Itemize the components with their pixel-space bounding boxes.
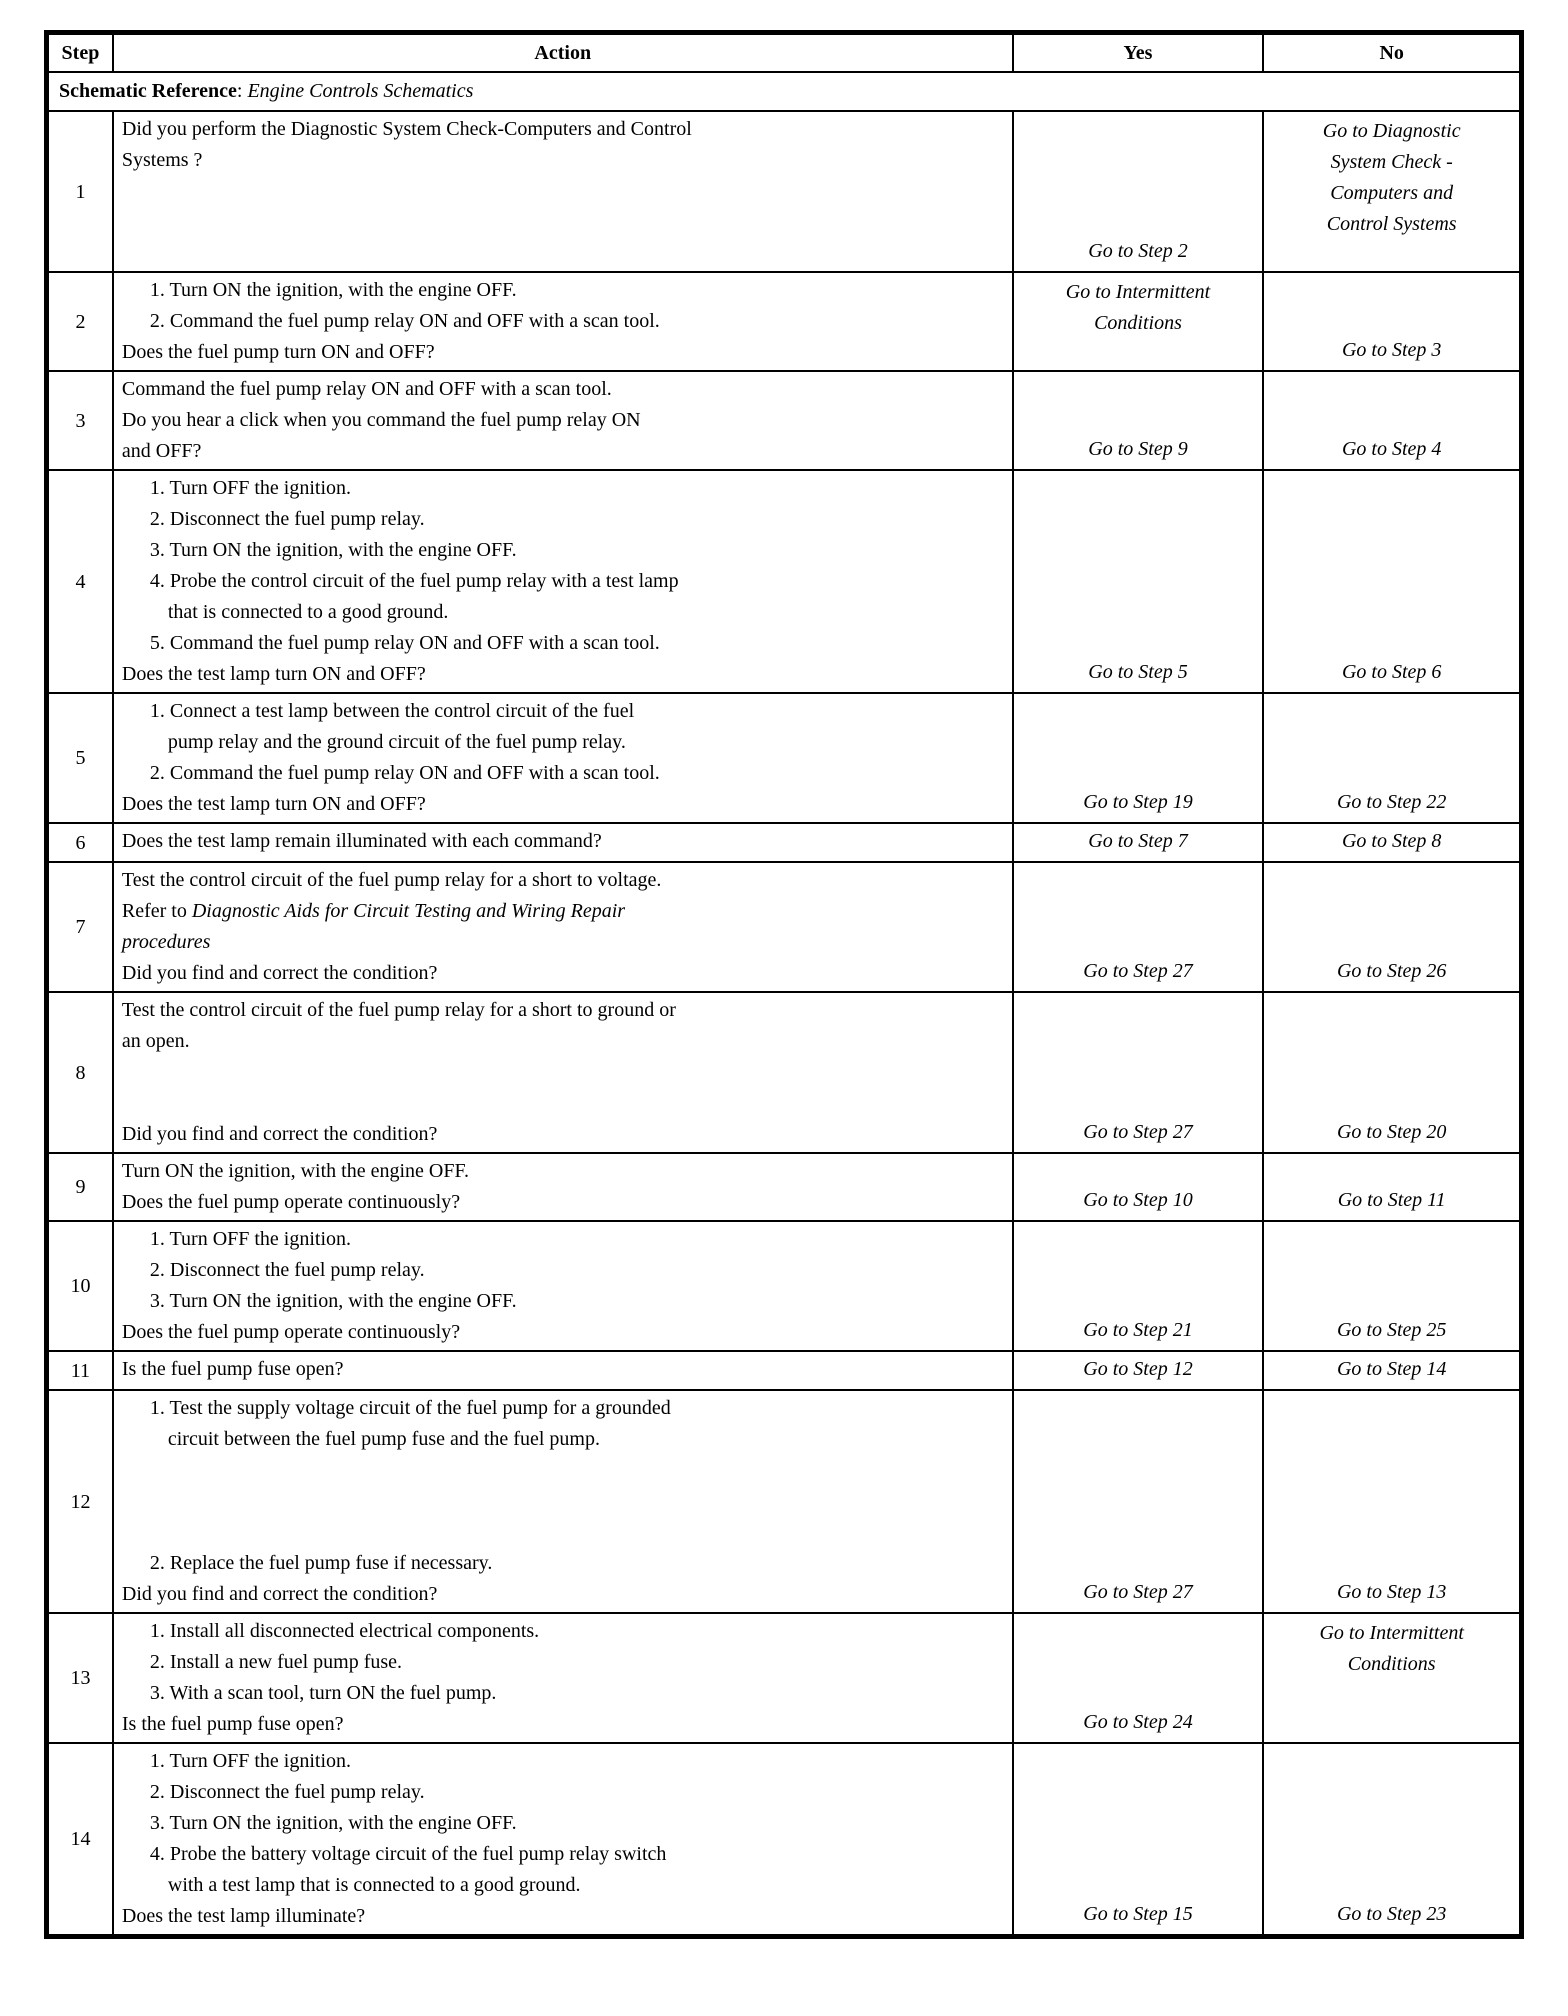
action-cell [113,1221,1013,1351]
step-cell: 10 [47,1221,113,1351]
action-line: Did you perform the Diagnostic System Check-Computers and Control [121,118,692,140]
action-line: Systems ? [121,149,203,171]
table-row [47,992,1522,1153]
no-cell [1263,1153,1521,1221]
goto-line: Go to Step 24 [1083,1711,1193,1733]
no-cell [1263,371,1521,470]
goto-line: Control Systems [1326,213,1457,235]
yes-cell [1013,371,1264,470]
schematic-reference-row [47,72,1522,111]
goto-line: Go to Intermittent [1065,281,1211,303]
step-cell: 8 [47,992,113,1153]
action-line [122,1517,1004,1548]
goto-line: Go to Step 19 [1083,791,1193,813]
action-line: Does the test lamp turn ON and OFF? [121,793,426,815]
action-line: 1. Turn OFF the ignition. [149,477,352,499]
step-cell: 13 [47,1613,113,1743]
yes-cell [1013,693,1264,823]
step-cell: 6 [47,823,113,862]
yes-cell [1013,272,1264,371]
no-cell [1263,1743,1521,1937]
action-line: 1. Test the supply voltage circuit of the fuel pump for a grounded [149,1397,671,1419]
action-line: Command the fuel pump relay ON and OFF with a scan tool. [121,378,612,400]
col-header-no: No [1263,33,1521,73]
step-cell: 11 [47,1351,113,1390]
action-line: 2. Disconnect the fuel pump relay. [149,1259,425,1281]
goto-line: Go to Step 2 [1088,240,1188,262]
action-cell [113,1743,1013,1937]
goto-line: Go to Step 11 [1337,1189,1446,1211]
action-line: Does the fuel pump operate continuously? [121,1321,461,1343]
no-cell [1263,992,1521,1153]
action-line: Does the fuel pump operate continuously? [121,1191,461,1213]
goto-line: Go to Step 6 [1341,661,1442,683]
action-cell [113,371,1013,470]
table-row [47,693,1522,823]
action-line [122,238,1004,269]
goto-line: Go to Step 21 [1083,1319,1193,1341]
no-cell [1263,862,1521,992]
action-cell [113,862,1013,992]
goto-line: Go to Step 25 [1336,1319,1447,1341]
action-cell [113,992,1013,1153]
goto-line: Go to Step 3 [1341,339,1442,361]
goto-line: Conditions [1094,312,1182,334]
goto-line: Go to Step 27 [1083,1121,1193,1143]
action-line: Did you find and correct the condition? [121,1583,438,1605]
action-line: 1. Turn OFF the ignition. [149,1228,352,1250]
goto-line: Go to Step 9 [1088,438,1188,460]
table-row [47,1221,1522,1351]
action-line: with a test lamp that is connected to a good ground. [167,1874,581,1896]
action-line: 2. Command the fuel pump relay ON and OFF with a scan tool. [149,310,660,332]
no-cell [1263,693,1521,823]
action-line: Did you find and correct the condition? [121,1123,438,1145]
action-line: Refer to Diagnostic Aids for Circuit Testing and Wiring Repair [121,900,626,922]
action-line: Does the test lamp remain illuminated with each command? [121,830,602,852]
action-line [122,176,1004,207]
action-line: 1. Install all disconnected electrical components. [149,1620,540,1642]
no-cell [1263,1351,1521,1390]
action-line [122,1455,1004,1486]
table-body [47,72,1522,1937]
action-line: 1. Connect a test lamp between the control circuit of the fuel [149,700,635,722]
action-line: Do you hear a click when you command the fuel pump relay ON [121,409,641,431]
diagnostic-table [44,30,1524,1939]
action-line: 2. Disconnect the fuel pump relay. [149,1781,425,1803]
action-line: Did you find and correct the condition? [121,962,438,984]
action-cell [113,693,1013,823]
table-row [47,470,1522,693]
table-row [47,1743,1522,1937]
goto-line: Go to Step 15 [1083,1903,1193,1925]
action-line: 2. Replace the fuel pump fuse if necessary. [149,1552,493,1574]
action-line: 3. Turn ON the ignition, with the engine OFF. [149,1812,517,1834]
action-line: pump relay and the ground circuit of the fuel pump relay. [167,731,626,753]
action-cell [113,823,1013,862]
yes-cell [1013,1743,1264,1937]
action-line [122,1088,1004,1119]
yes-cell [1013,1153,1264,1221]
no-cell [1263,1613,1521,1743]
step-cell: 12 [47,1390,113,1613]
no-cell [1263,823,1521,862]
step-cell: 4 [47,470,113,693]
action-line: 4. Probe the control circuit of the fuel pump relay with a test lamp [149,570,679,592]
step-cell: 5 [47,693,113,823]
goto-line: Go to Step 27 [1083,960,1193,982]
yes-cell [1013,470,1264,693]
action-line [122,1486,1004,1517]
goto-line: Go to Step 12 [1083,1358,1193,1380]
step-cell: 2 [47,272,113,371]
goto-line: Go to Step 8 [1341,830,1442,852]
table-row [47,823,1522,862]
no-cell [1263,272,1521,371]
goto-line: Go to Step 20 [1336,1121,1447,1143]
action-line: an open. [121,1030,190,1052]
action-cell [113,470,1013,693]
yes-cell [1013,1351,1264,1390]
action-line: 3. Turn ON the ignition, with the engine OFF. [149,539,517,561]
action-line: 2. Command the fuel pump relay ON and OFF with a scan tool. [149,762,660,784]
action-line [122,1057,1004,1088]
col-header-yes: Yes [1013,33,1264,73]
goto-line: System Check - [1330,151,1453,173]
action-line: 2. Disconnect the fuel pump relay. [149,508,425,530]
table-row [47,862,1522,992]
table-row [47,1613,1522,1743]
yes-cell [1013,823,1264,862]
goto-line: Go to Step 22 [1336,791,1447,813]
action-line: Does the fuel pump turn ON and OFF? [121,341,435,363]
yes-cell [1013,111,1264,272]
action-cell [113,1613,1013,1743]
action-line: and OFF? [121,440,202,462]
goto-line: Go to Step 7 [1088,830,1188,852]
action-line: Turn ON the ignition, with the engine OFF. [121,1160,469,1182]
action-line: 2. Install a new fuel pump fuse. [149,1651,403,1673]
action-line: Test the control circuit of the fuel pump relay for a short to voltage. [121,869,662,891]
yes-cell [1013,992,1264,1153]
action-line: 4. Probe the battery voltage circuit of the fuel pump relay switch [149,1843,667,1865]
goto-line: Go to Step 27 [1083,1581,1193,1603]
goto-line: Go to Step 13 [1336,1581,1447,1603]
schematic-reference-cell: Schematic Reference: Engine Controls Schematics [47,72,1522,111]
action-cell [113,1390,1013,1613]
table-row [47,272,1522,371]
step-cell: 7 [47,862,113,992]
action-line: Does the test lamp turn ON and OFF? [121,663,426,685]
action-cell [113,111,1013,272]
yes-cell [1013,1390,1264,1613]
action-line: 1. Turn OFF the ignition. [149,1750,352,1772]
step-cell: 1 [47,111,113,272]
header-row [47,33,1522,73]
action-line: Is the fuel pump fuse open? [121,1358,344,1380]
table-row [47,1351,1522,1390]
goto-line: Computers and [1330,182,1454,204]
action-line: Test the control circuit of the fuel pump relay for a short to ground or [121,999,676,1021]
goto-line: Go to Step 10 [1083,1189,1193,1211]
no-cell [1263,1221,1521,1351]
yes-cell [1013,1613,1264,1743]
action-line: procedures [121,931,211,953]
table-row [47,371,1522,470]
action-line: that is connected to a good ground. [167,601,449,623]
table-row [47,1390,1522,1613]
action-line [122,207,1004,238]
no-cell [1263,470,1521,693]
col-header-action: Action [113,33,1013,73]
goto-line: Go to Step 5 [1088,661,1188,683]
col-header-step: Step [47,33,113,73]
step-cell: 14 [47,1743,113,1937]
goto-line: Go to Step 26 [1336,960,1447,982]
goto-line: Go to Intermittent [1319,1622,1464,1644]
action-line: 5. Command the fuel pump relay ON and OFF with a scan tool. [149,632,660,654]
action-line: Is the fuel pump fuse open? [121,1713,344,1735]
step-cell: 9 [47,1153,113,1221]
goto-line: Go to Step 23 [1336,1903,1447,1925]
action-line: Does the test lamp illuminate? [121,1905,366,1927]
action-cell [113,1351,1013,1390]
action-cell [113,1153,1013,1221]
step-cell: 3 [47,371,113,470]
table-row [47,1153,1522,1221]
table-row [47,111,1522,272]
action-line: 3. Turn ON the ignition, with the engine OFF. [149,1290,517,1312]
no-cell [1263,1390,1521,1613]
yes-cell [1013,1221,1264,1351]
action-cell [113,272,1013,371]
goto-line: Go to Diagnostic [1322,120,1461,142]
no-cell [1263,111,1521,272]
goto-line: Conditions [1347,1653,1436,1675]
action-line: circuit between the fuel pump fuse and the fuel pump. [167,1428,600,1450]
goto-line: Go to Step 4 [1341,438,1442,460]
action-line: 3. With a scan tool, turn ON the fuel pump. [149,1682,497,1704]
goto-line: Go to Step 14 [1336,1358,1447,1380]
action-line: 1. Turn ON the ignition, with the engine OFF. [149,279,517,301]
yes-cell [1013,862,1264,992]
